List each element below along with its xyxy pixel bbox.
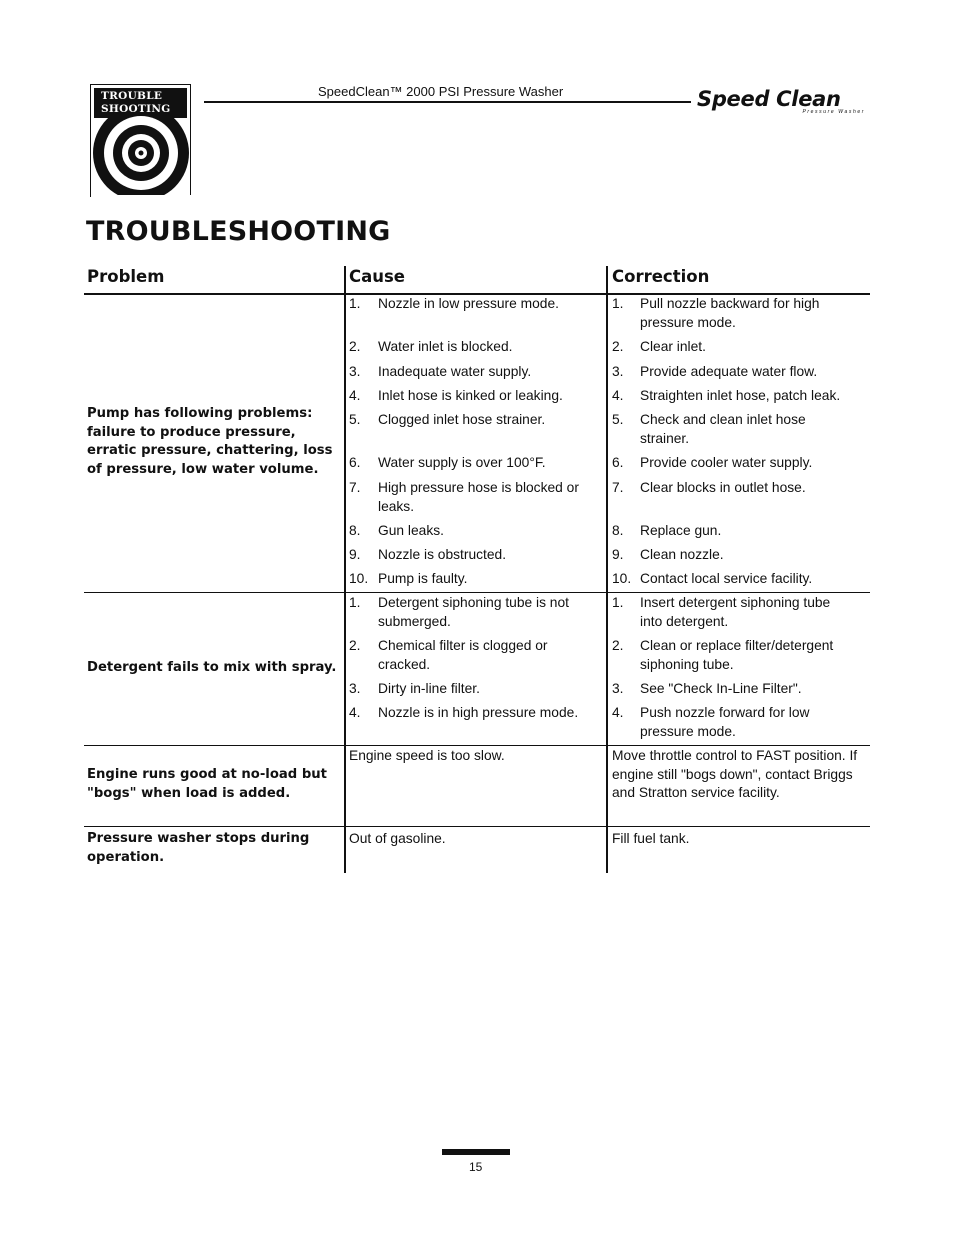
cause-item: Clogged inlet hose strainer. <box>378 412 546 427</box>
correction-item: Contact local service facility. <box>640 571 813 586</box>
cause-item: Chemical filter is clogged or cracked. <box>378 638 548 672</box>
cause-number: 2. <box>349 638 361 653</box>
cause-number: 6. <box>349 455 361 470</box>
correction-item: Move throttle control to FAST position. If engine still "bogs down", contact Briggs and Stratton service facility. <box>612 748 858 800</box>
cause-number: 1. <box>349 296 361 311</box>
cause-item: Out of gasoline. <box>349 831 446 846</box>
cause-item: Water supply is over 100°F. <box>378 455 546 470</box>
correction-number: 2. <box>612 339 624 354</box>
page-title: TROUBLESHOOTING <box>86 216 391 247</box>
cause-item: Inlet hose is kinked or leaking. <box>378 388 563 403</box>
correction-number: 7. <box>612 480 624 495</box>
correction-number: 4. <box>612 705 624 720</box>
correction-number: 10. <box>612 571 632 586</box>
correction-item: Check and clean inlet hose strainer. <box>640 412 806 446</box>
cause-number: 5. <box>349 412 361 427</box>
correction-item: Replace gun. <box>640 523 722 538</box>
target-icon <box>91 113 192 197</box>
column-header-correction: Correction <box>612 267 710 286</box>
troubleshooting-logo <box>90 84 191 197</box>
cause-item: Dirty in-line filter. <box>378 681 480 696</box>
cause-item: Engine speed is too slow. <box>349 748 505 763</box>
row-divider <box>84 745 870 746</box>
problem-stops: Pressure washer stops during operation. <box>87 831 310 865</box>
correction-number: 4. <box>612 388 624 403</box>
cause-item: Pump is faulty. <box>378 571 468 586</box>
page-number: 15 <box>469 1160 483 1174</box>
column-header-problem: Problem <box>87 267 165 286</box>
cause-number: 10. <box>349 571 369 586</box>
cause-item: Nozzle is obstructed. <box>378 547 507 562</box>
cause-number: 4. <box>349 388 361 403</box>
brand-tagline: Pressure Washer <box>802 109 865 115</box>
cause-item: Nozzle in low pressure mode. <box>378 296 559 311</box>
correction-number: 1. <box>612 296 624 311</box>
brand-name: Speed Clean <box>697 87 841 111</box>
cause-item: Detergent siphoning tube is not submerged. <box>378 595 569 629</box>
cause-item: Nozzle is in high pressure mode. <box>378 705 579 720</box>
header-title: SpeedClean™ 2000 PSI Pressure Washer <box>318 84 564 99</box>
row-divider <box>84 592 870 593</box>
cause-number: 3. <box>349 364 361 379</box>
correction-item: Clear blocks in outlet hose. <box>640 480 806 495</box>
header-rule <box>204 101 691 103</box>
correction-number: 6. <box>612 455 624 470</box>
problem-pump: Pump has following problems: failure to produce pressure, erratic pressure, chattering, loss of pressure, low water volume. <box>87 406 333 477</box>
correction-number: 3. <box>612 364 624 379</box>
correction-item: Clear inlet. <box>640 339 706 354</box>
correction-item: Fill fuel tank. <box>612 831 690 846</box>
correction-item: Insert detergent siphoning tube into detergent. <box>640 595 831 629</box>
logo-line-2: SHOOTING <box>101 102 171 115</box>
footer-bar-line <box>442 1154 510 1155</box>
problem-engine-bogs: Engine runs good at no-load but "bogs" when load is added. <box>87 767 327 801</box>
correction-item: Pull nozzle backward for high pressure mode. <box>640 296 820 330</box>
cause-item: Gun leaks. <box>378 523 444 538</box>
correction-number: 9. <box>612 547 624 562</box>
correction-item: Push nozzle forward for low pressure mode. <box>640 705 810 739</box>
row-divider <box>84 826 870 827</box>
correction-item: Clean or replace filter/detergent siphoning tube. <box>640 638 834 672</box>
cause-number: 4. <box>349 705 361 720</box>
correction-number: 2. <box>612 638 624 653</box>
brand-logo <box>697 88 873 118</box>
correction-number: 1. <box>612 595 624 610</box>
correction-number: 3. <box>612 681 624 696</box>
cause-number: 9. <box>349 547 361 562</box>
problem-detergent: Detergent fails to mix with spray. <box>87 660 337 675</box>
correction-item: Provide cooler water supply. <box>640 455 813 470</box>
cause-number: 7. <box>349 480 361 495</box>
cause-item: Water inlet is blocked. <box>378 339 513 354</box>
logo-line-1: TROUBLE <box>101 90 163 102</box>
cause-number: 3. <box>349 681 361 696</box>
correction-item: Provide adequate water flow. <box>640 364 818 379</box>
cause-number: 2. <box>349 339 361 354</box>
correction-item: Straighten inlet hose, patch leak. <box>640 388 841 403</box>
correction-item: See "Check In-Line Filter". <box>640 681 802 696</box>
cause-number: 1. <box>349 595 361 610</box>
cause-item: High pressure hose is blocked or leaks. <box>378 480 579 514</box>
cause-item: Inadequate water supply. <box>378 364 532 379</box>
column-divider <box>606 266 608 873</box>
column-header-cause: Cause <box>349 267 406 286</box>
correction-number: 8. <box>612 523 624 538</box>
correction-number: 5. <box>612 412 624 427</box>
cause-number: 8. <box>349 523 361 538</box>
correction-item: Clean nozzle. <box>640 547 724 562</box>
